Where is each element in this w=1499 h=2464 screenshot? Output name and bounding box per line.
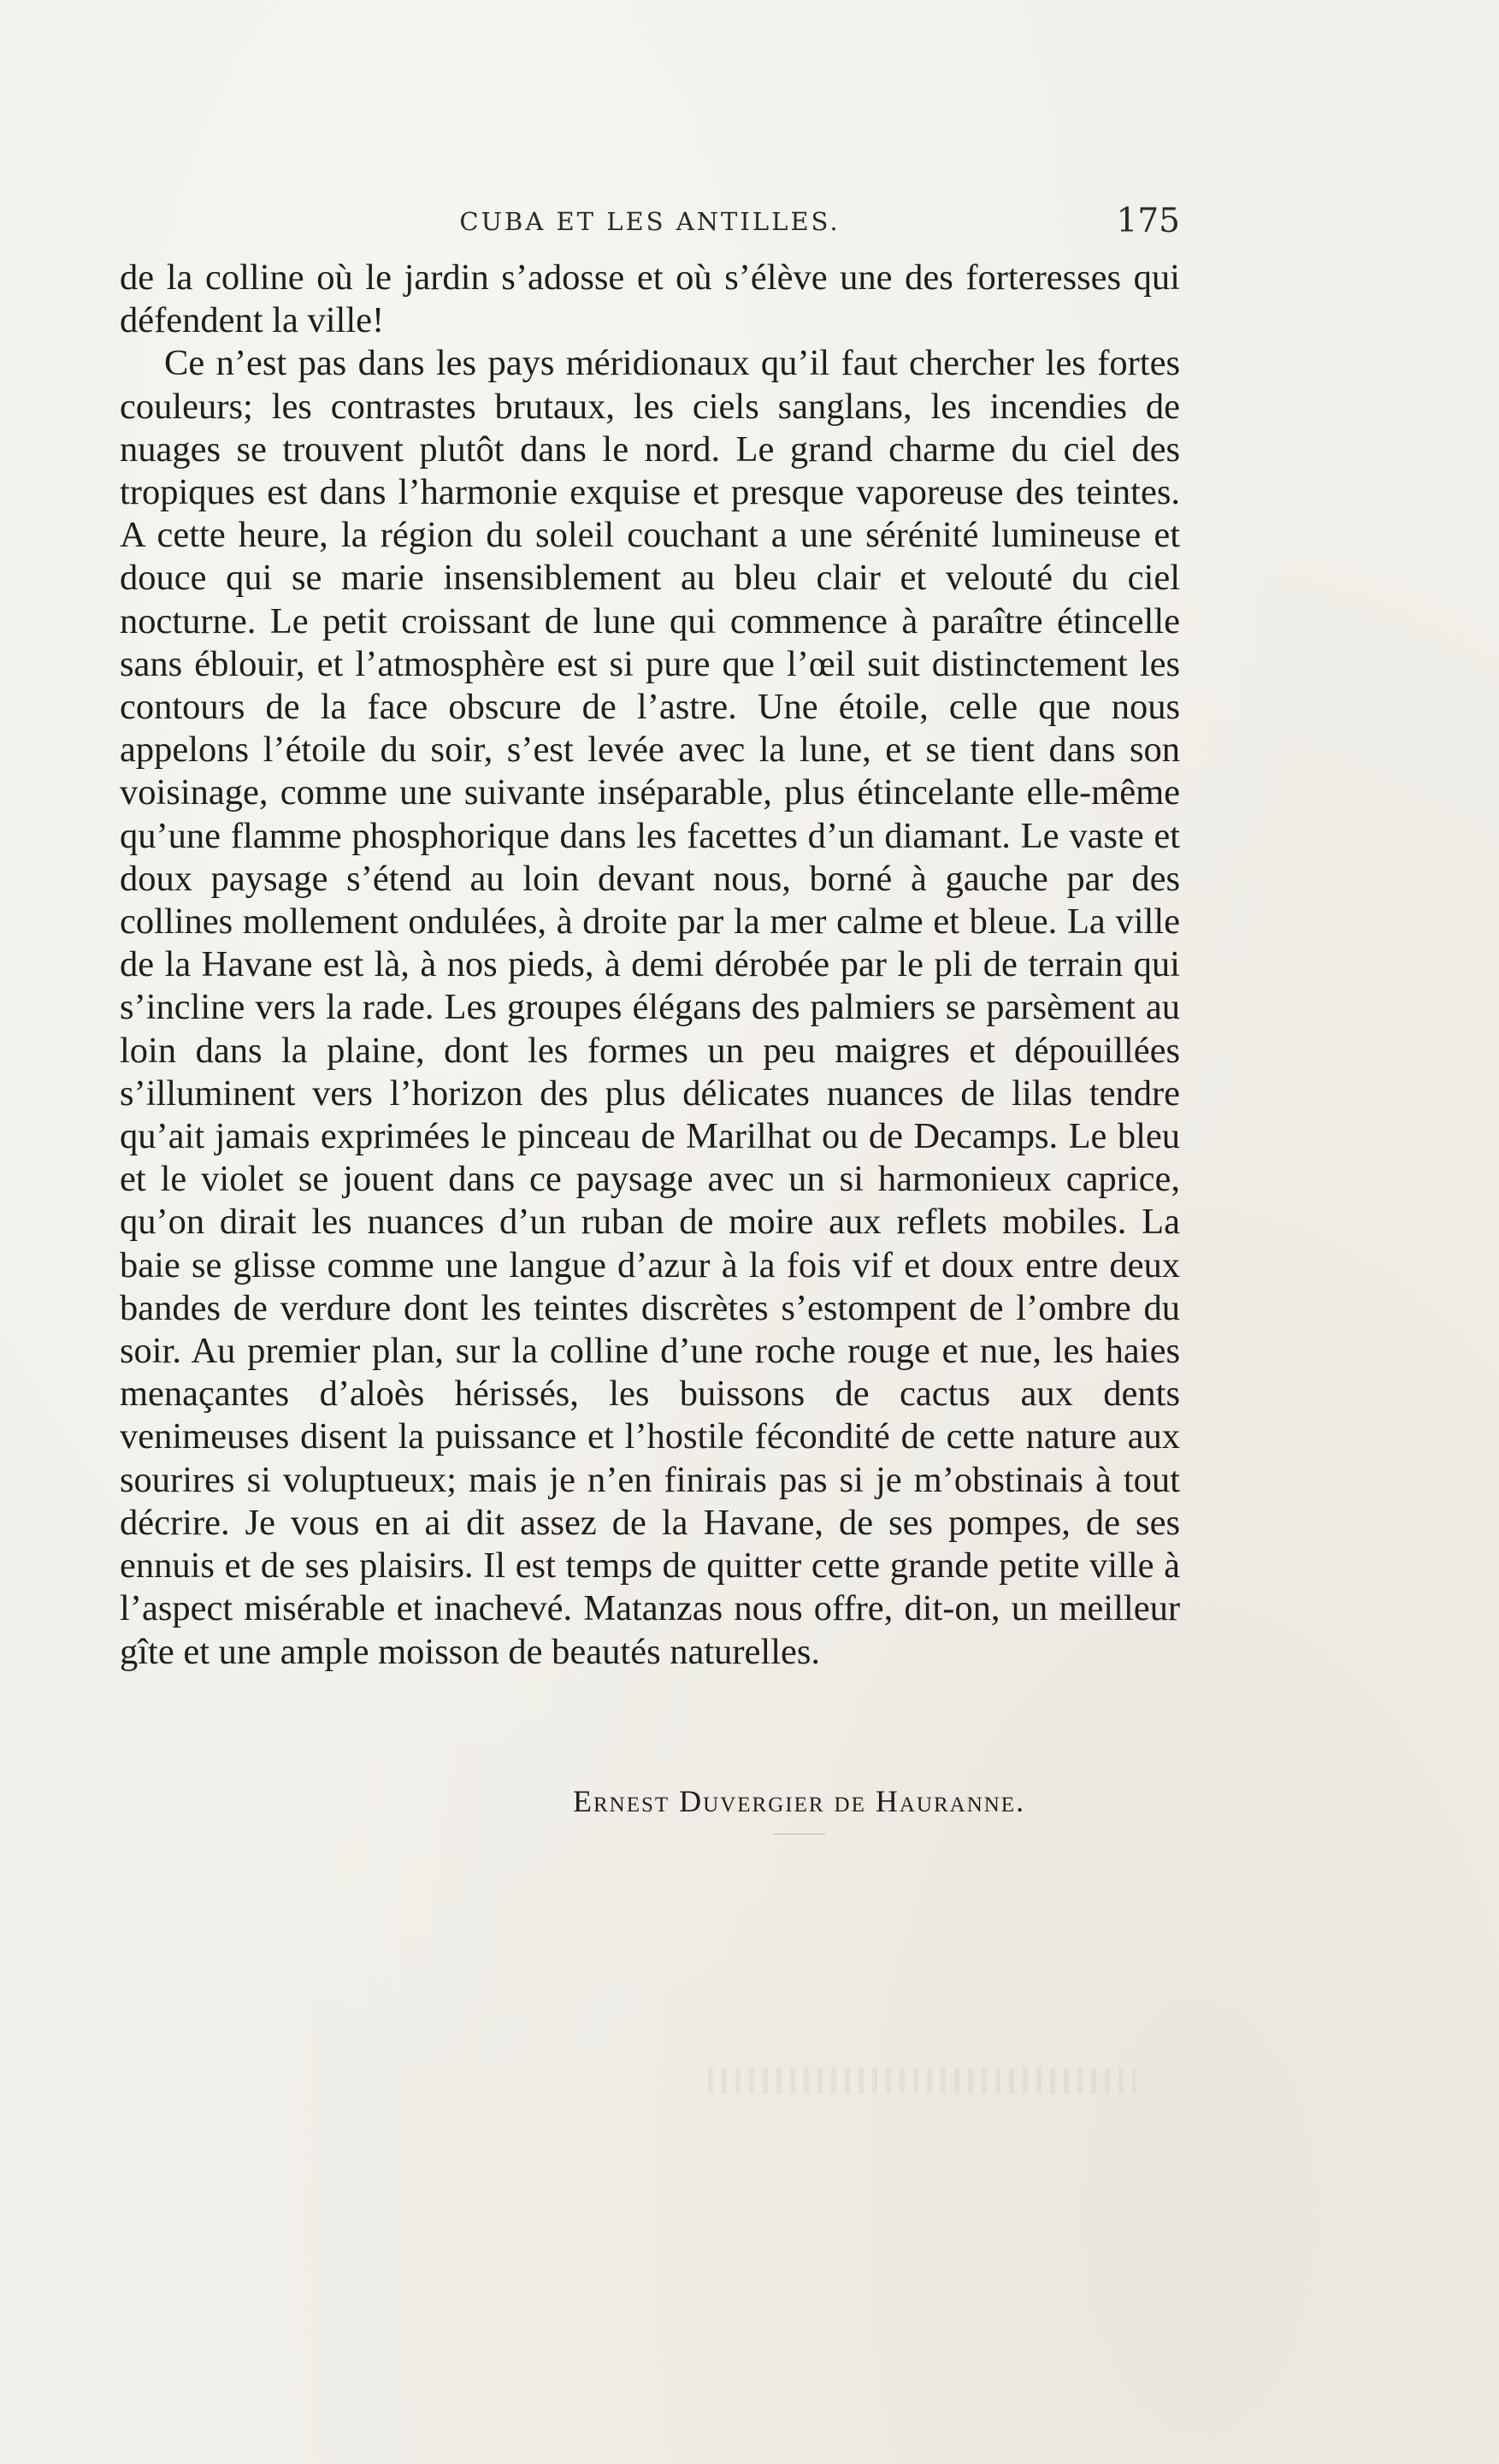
- running-header: [120, 198, 1180, 241]
- body-text: [120, 257, 1180, 1674]
- paragraph-continued: de la colline où le jardin s’adosse et où s’élève une des forteresses qui défendent la ville!: [120, 257, 1180, 341]
- end-rule: [774, 1834, 825, 1835]
- paragraph: Ce n’est pas dans les pays méridionaux qu’il faut chercher les fortes couleurs; les contrastes brutaux, les ciels sanglans, les incendies de nuages se trouvent plutôt dans le nord. Le grand charme du ciel des tropiques est dans l’harmonie exquise et presque vaporeuse des teintes. A cette heure, la région du soleil couchant a une sérénité lumineuse et douce qui se marie insensiblement au bleu clair et velouté du ciel nocturne. Le petit croissant de lune qui commence à paraître étincelle sans éblouir, et l’atmosphère est si pure que l’œil suit distinctement les contours de la face obscure de l’astre. Une étoile, celle que nous appelons l’étoile du soir, s’est levée avec la lune, et se tient dans son voisinage, comme une suivante inséparable, plus étincelante elle-même qu’une flamme phosphorique dans les facettes d’un diamant. Le vaste et doux paysage s’étend au loin devant nous, borné à gauche par des collines mollement ondulées, à droite par la mer calme et bleue. La ville de la Havane est là, à nos pieds, à demi dérobée par le pli de terrain qui s’incline vers la rade. Les groupes élégans des palmiers se parsèment au loin dans la plaine, dont les formes un peu maigres et dépouillées s’illuminent vers l’horizon des plus délicates nuances de lilas tendre qu’ait jamais exprimées le pinceau de Marilhat ou de Decamps. Le bleu et le violet se jouent dans ce paysage avec un si harmonieux caprice, qu’on dirait les nuances d’un ruban de moire aux reflets mobiles. La baie se glisse comme une langue d’azur à la fois vif et doux entre deux bandes de verdure dont les teintes discrètes s’estompent de l’ombre du soir. Au premier plan, sur la colline d’une roche rouge et nue, les haies menaçantes d’aloès hérissés, les buissons de cactus aux dents venimeuses disent la puissance et l’hostile fécondité de cette nature aux sourires si voluptueux; mais je n’en finirais pas si je m’obstinais à tout décrire. Je vous en ai dit assez de la Havane, de ses pompes, de ses ennuis et de ses plaisirs. Il est temps de quitter cette grande petite ville à l’aspect misérable et inachevé. Matanzas nous offre, dit-on, un meilleur gîte et une ample moisson de beautés naturelles.: [120, 343, 1180, 1672]
- show-through-bleed: [708, 2068, 1136, 2094]
- author-signature: Ernest Duvergier de Hauranne.: [573, 1784, 1026, 1818]
- page-number: 175: [1116, 202, 1180, 240]
- running-title: CUBA ET LES ANTILLES.: [459, 207, 841, 236]
